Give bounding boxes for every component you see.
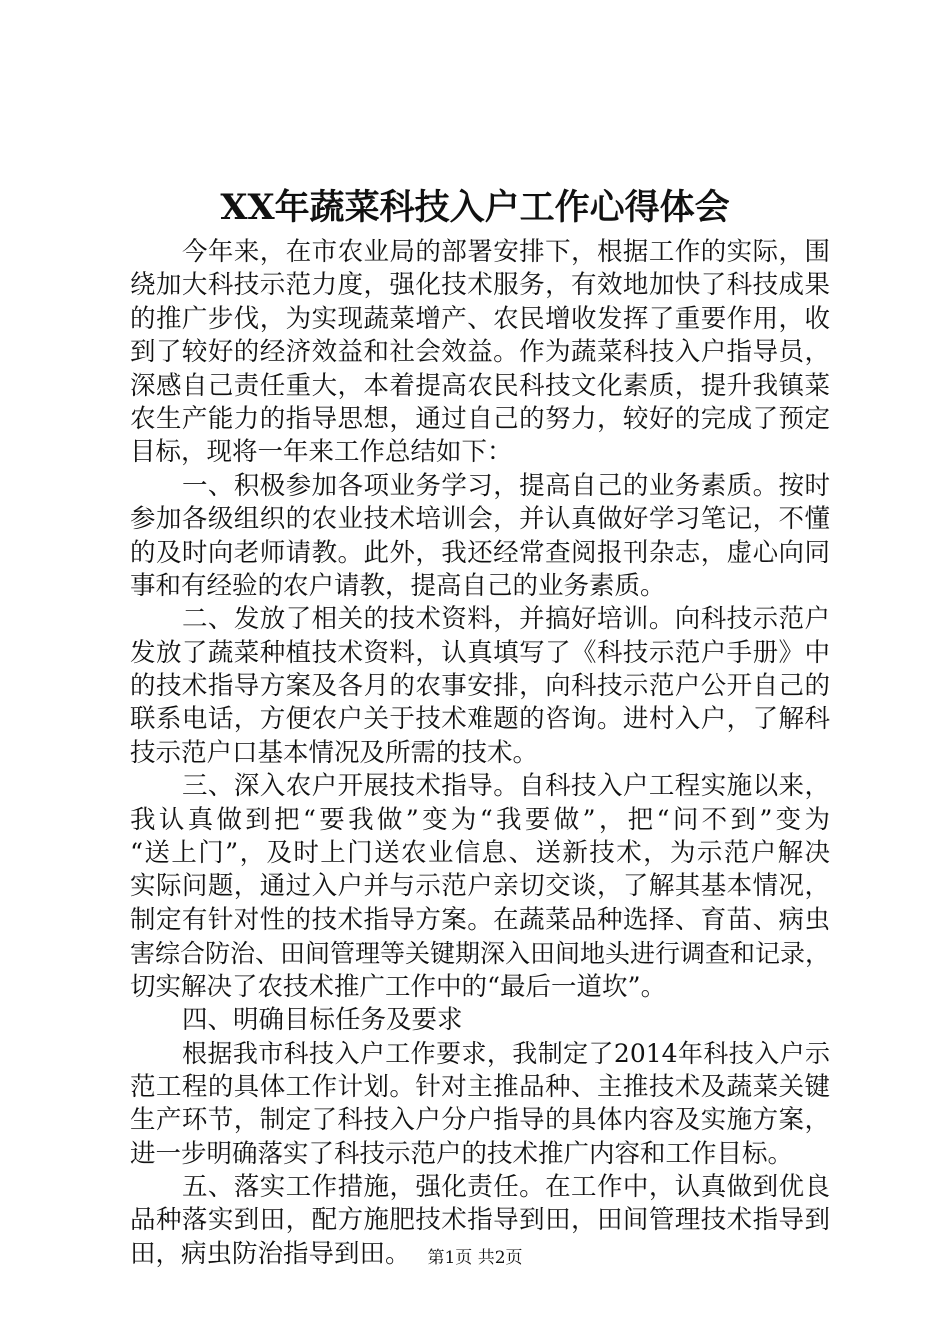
text-line: 进一步明确落实了科技示范户的技术推广内容和工作目标。 xyxy=(130,1138,794,1169)
text-line: 三、深入农户开展技术指导。自科技入户工程实施以来， xyxy=(182,771,830,802)
text-line: 二、发放了相关的技术资料，并搞好培训。向科技示范户 xyxy=(182,604,830,635)
text-line: 参加各级组织的农业技术培训会，并认真做好学习笔记，不懂 xyxy=(130,504,830,535)
text-line: 实际问题，通过入户并与示范户亲切交谈，了解其基本情况， xyxy=(130,871,830,902)
text-line: 到了较好的经济效益和社会效益。作为蔬菜科技入户指导员， xyxy=(130,337,830,368)
text-line: 绕加大科技示范力度，强化技术服务，有效地加快了科技成果 xyxy=(130,270,830,301)
text-line: 我认真做到把“要我做”变为“我要做”，把“问不到”变为 xyxy=(130,804,830,835)
text-line: 农生产能力的指导思想，通过自己的努力，较好的完成了预定 xyxy=(130,403,830,434)
text-line: 切实解决了农技术推广工作中的“最后一道坎”。 xyxy=(130,971,667,1002)
text-line: 一、积极参加各项业务学习，提高自己的业务素质。按时 xyxy=(182,470,830,501)
text-line: 的技术指导方案及各月的农事安排，向科技示范户公开自己的 xyxy=(130,671,830,702)
text-line: 的及时向老师请教。此外，我还经常查阅报刊杂志，虚心向同 xyxy=(130,537,830,568)
text-line: 范工程的具体工作计划。针对主推品种、主推技术及蔬菜关键 xyxy=(130,1071,830,1102)
text-line: 五、落实工作措施，强化责任。在工作中，认真做到优良 xyxy=(182,1171,830,1202)
text-line: 害综合防治、田间管理等关键期深入田间地头进行调查和记录， xyxy=(130,939,831,969)
text-line: 田，病虫防治指导到田。 xyxy=(130,1238,411,1269)
text-line: 目标，现将一年来工作总结如下： xyxy=(130,437,513,468)
text-line: 品种落实到田，配方施肥技术指导到田，田间管理技术指导到 xyxy=(130,1205,830,1236)
text-line: 发放了蔬菜种植技术资料，认真填写了《科技示范户手册》中 xyxy=(130,637,830,668)
text-line: 制定有针对性的技术指导方案。在蔬菜品种选择、育苗、病虫 xyxy=(130,904,830,935)
document-title: XX年蔬菜科技入户工作心得体会 xyxy=(220,187,730,228)
text-line: 的推广步伐，为实现蔬菜增产、农民增收发挥了重要作用，收 xyxy=(130,303,830,334)
document-body xyxy=(130,236,830,1271)
text-line: 四、明确目标任务及要求 xyxy=(182,1004,463,1035)
text-line: 事和有经验的农户请教，提高自己的业务素质。 xyxy=(130,570,666,601)
text-line: 联系电话，方便农户关于技术难题的咨询。进村入户，了解科 xyxy=(130,704,830,735)
text-line: “送上门”，及时上门送农业信息、送新技术，为示范户解决 xyxy=(130,838,830,869)
text-line: 生产环节，制定了科技入户分户指导的具体内容及实施方案， xyxy=(130,1105,830,1136)
text-line: 今年来，在市农业局的部署安排下，根据工作的实际，围 xyxy=(182,237,830,267)
text-line: 深感自己责任重大，本着提高农民科技文化素质，提升我镇菜 xyxy=(130,370,830,401)
text-line: 技示范户口基本情况及所需的技术。 xyxy=(130,737,539,768)
page-footer: 第1页 共2页 xyxy=(427,1248,523,1268)
text-line: 根据我市科技入户工作要求，我制定了2014年科技入户示 xyxy=(182,1039,830,1069)
